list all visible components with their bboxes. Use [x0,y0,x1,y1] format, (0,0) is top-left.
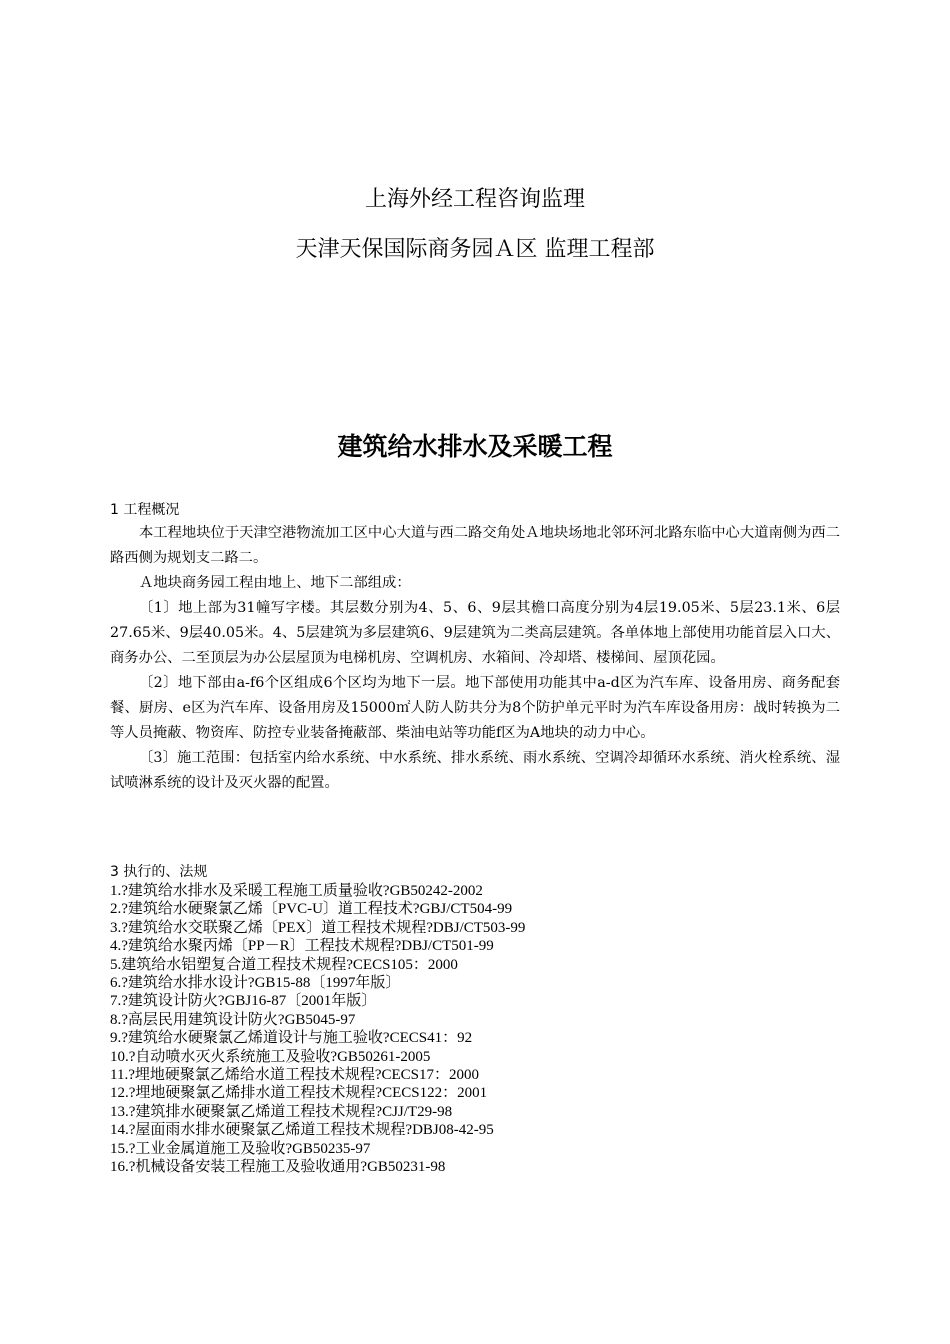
paragraph-location: 本工程地块位于天津空港物流加工区中心大道与西二路交角处Ａ地块场地北邻环河北路东临中心大道南侧为西二路西侧为规划支二路二。 [110,525,840,566]
department-name: 天津天保国际商务园Ａ区 监理工程部 [295,237,655,262]
regulation-item: 15.?工业金属道施工及验收?GB50235-97 [110,1140,371,1157]
section-heading: 1 工程概况 [110,502,180,518]
regulation-item: 11.?埋地硬聚氯乙烯给水道工程技术规程?CECS17：2000 [110,1067,480,1084]
regulation-item: 5.建筑给水铝塑复合道工程技术规程?CECS105：2000 [110,956,458,973]
section-regulations [110,862,840,1177]
regulation-item: 8.?高层民用建筑设计防火?GB5045-97 [110,1011,356,1028]
regulation-item: 1.?建筑给水排水及采暖工程施工质量验收?GB50242-2002 [110,883,483,899]
paragraph-composition: Ａ地块商务园工程由地上、地下二部组成： [139,575,411,591]
section-heading: 3 执行的、法规 [110,864,208,880]
regulation-item: 13.?建筑排水硬聚氯乙烯道工程技术规程?CJJ/T29-98 [110,1103,453,1120]
document-title: 建筑给水排水及采暖工程 [337,432,613,461]
regulation-item: 12.?埋地硬聚氯乙烯排水道工程技术规程?CECS122：2001 [110,1085,488,1102]
regulation-item: 4.?建筑给水聚丙烯〔PP－R〕工程技术规程?DBJ/CT501-99 [110,938,494,955]
regulation-item: 7.?建筑设计防火?GBJ16-87〔2001年版〕 [110,993,377,1010]
paragraph-scope: 〔3〕施工范围：包括室内给水系统、中水系统、排水系统、雨水系统、空调冷却循环水系统、消火栓系统、湿试喷淋系统的设计及灭火器的配置。 [110,750,840,791]
regulation-item: 9.?建筑给水硬聚氯乙烯道设计与施工验收?CECS41：92 [110,1030,473,1047]
regulation-item: 14.?屋面雨水排水硬聚氯乙烯道工程技术规程?DBJ08-42-95 [110,1122,494,1139]
regulation-item: 10.?自动喷水灭火系统施工及验收?GB50261-2005 [110,1048,431,1065]
section-project-overview [110,500,840,796]
regulation-item: 2.?建筑给水硬聚氯乙烯〔PVC-U〕道工程技术?GBJ/CT504-99 [110,901,513,918]
paragraph-above-ground: 〔1〕地上部为31幢写字楼。其层数分别为4、5、6、9层其檐口高度分别为4层19.05米、5层23.1米、6层27.65米、9层40.05米。4、5层建筑为多层建筑6、9层建筑为二类高层建筑。各单体地上部使用功能首层入口大、商务办公、二至顶层为办公层屋顶为电梯机房、空调机房、水箱间、冷却塔、楼梯间、屋顶花园。 [110,600,840,666]
company-name: 上海外经工程咨询监理 [364,187,585,212]
paragraph-underground: 〔2〕地下部由a-f6个区组成6个区均为地下一层。地下部使用功能其中a-d区为汽车库、设备用房、商务配套餐、厨房、e区为汽车库、设备用房及15000㎡人防人防共分为8个防护单元平时为汽车库设备用房：战时转换为二等人员掩蔽、物资库、防控专业装备掩蔽部、柴油电站等功能f区为A地块的动力中心。 [110,675,840,741]
regulation-item: 6.?建筑给水排水设计?GB15-88〔1997年版〕 [110,975,401,992]
regulation-item: 16.?机械设备安装工程施工及验收通用?GB50231-98 [110,1159,446,1176]
regulation-item: 3.?建筑给水交联聚乙烯〔PEX〕道工程技术规程?DBJ/CT503-99 [110,919,526,936]
